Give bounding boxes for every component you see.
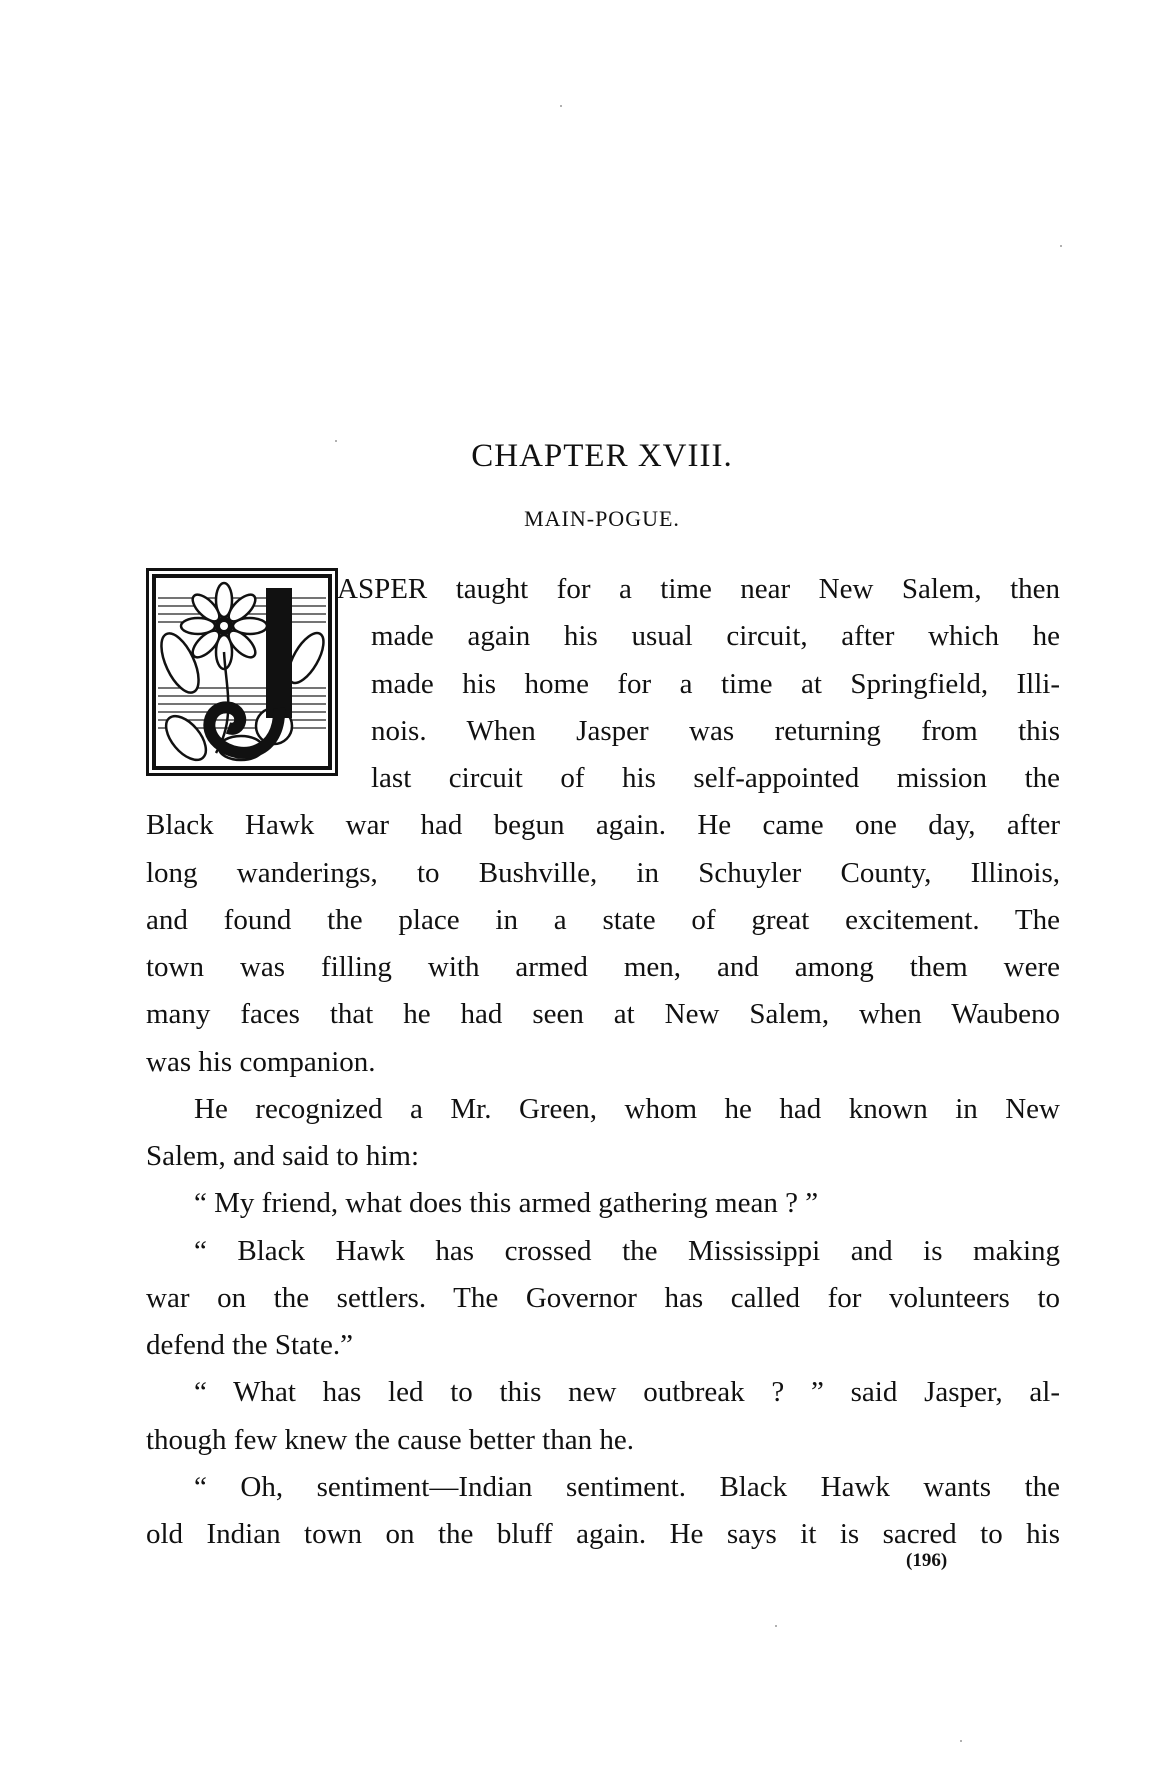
scan-speck bbox=[775, 1625, 777, 1627]
text-line: Black Hawk war had begun again. He came one day, after bbox=[146, 809, 1060, 842]
text-line: many faces that he had seen at New Salem, when Waubeno bbox=[146, 998, 1060, 1031]
body-text bbox=[146, 566, 1060, 1558]
text-line: ASPER taught for a time near New Salem, then bbox=[337, 573, 1060, 605]
text-line: old Indian town on the bluff again. He says it is sacred to his bbox=[146, 1518, 1060, 1550]
scan-speck bbox=[335, 440, 337, 442]
scan-speck bbox=[960, 1740, 962, 1742]
text-line: nois. When Jasper was returning from this bbox=[371, 714, 1060, 747]
text-line: Salem, and said to him: bbox=[146, 1140, 420, 1172]
text-line: town was filling with armed men, and among them were bbox=[146, 951, 1060, 983]
text-line: “ Black Hawk has crossed the Mississippi and is making bbox=[194, 1234, 1060, 1267]
text-line: “ What has led to this new outbreak ? ” said Jasper, al- bbox=[194, 1376, 1060, 1409]
scan-speck bbox=[1060, 245, 1062, 247]
text-line: “ Oh, sentiment—Indian sentiment. Black Hawk wants the bbox=[194, 1470, 1060, 1503]
text-line: “ My friend, what does this armed gathering mean ? ” bbox=[194, 1187, 819, 1220]
page-number: (196) bbox=[906, 1550, 948, 1571]
text-line: defend the State.” bbox=[146, 1329, 353, 1361]
text-line: long wanderings, to Bushville, in Schuyler County, Illinois, bbox=[146, 856, 1060, 889]
scan-speck bbox=[560, 105, 562, 107]
chapter-subtitle: MAIN-POGUE. bbox=[524, 506, 680, 531]
chapter-title: CHAPTER XVIII. bbox=[471, 438, 733, 474]
text-line: He recognized a Mr. Green, whom he had known in New bbox=[194, 1092, 1060, 1125]
text-line: was his companion. bbox=[146, 1045, 376, 1078]
text-line: and found the place in a state of great excitement. The bbox=[146, 903, 1060, 936]
text-line: war on the settlers. The Governor has called for volunteers to bbox=[146, 1281, 1060, 1314]
text-line: made his home for a time at Springfield, Illi- bbox=[371, 667, 1060, 700]
text-line: last circuit of his self-appointed mission the bbox=[371, 762, 1060, 794]
text-line: though few knew the cause better than he. bbox=[146, 1423, 634, 1456]
text-line: made again his usual circuit, after which he bbox=[371, 620, 1060, 653]
drop-cap-letter: J bbox=[146, 568, 147, 569]
